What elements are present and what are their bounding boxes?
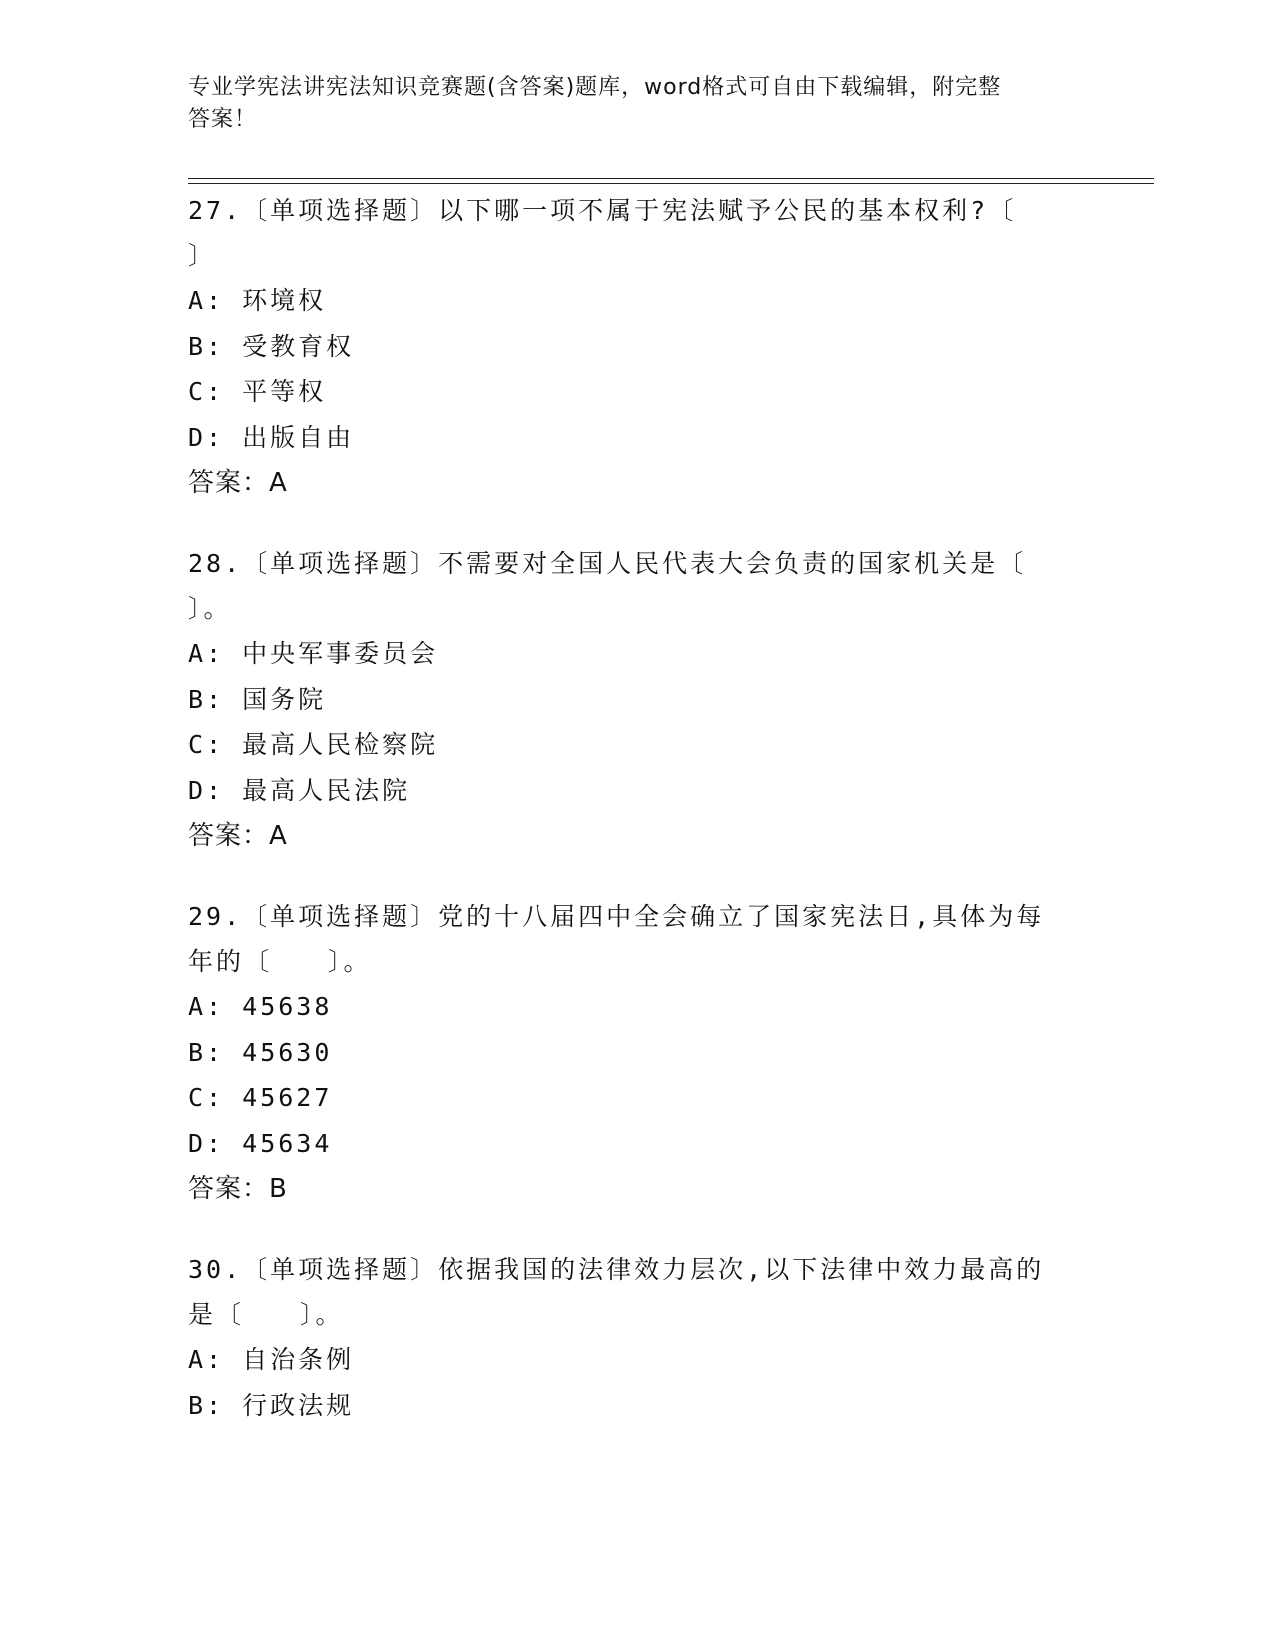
option-b: B: 45630 bbox=[188, 1037, 333, 1067]
answer-line: 答案：A bbox=[188, 468, 288, 498]
question-stem: 29.〔单项选择题〕党的十八届四中全会确立了国家宪法日,具体为每 bbox=[188, 902, 1045, 931]
option-d: D: 45634 bbox=[188, 1128, 333, 1158]
question-stem: 30.〔单项选择题〕依据我国的法律效力层次,以下法律中效力最高的 bbox=[188, 1255, 1045, 1284]
question-stem-continued: 年的〔 〕。 bbox=[188, 947, 372, 976]
option-b: B: 行政法规 bbox=[188, 1390, 355, 1420]
question-27 bbox=[188, 188, 1068, 506]
option-b: B: 国务院 bbox=[188, 684, 327, 714]
answer-line: 答案：A bbox=[188, 821, 288, 851]
option-c: C: 45627 bbox=[188, 1083, 333, 1112]
answer-line: 答案：B bbox=[188, 1174, 288, 1204]
option-b: B: 受教育权 bbox=[188, 331, 355, 361]
question-30 bbox=[188, 1247, 1068, 1428]
option-d: D: 最高人民法院 bbox=[188, 775, 411, 805]
option-a: A: 自治条例 bbox=[188, 1345, 355, 1374]
question-28 bbox=[188, 541, 1068, 859]
header-divider bbox=[188, 178, 1154, 184]
question-stem: 28.〔单项选择题〕不需要对全国人民代表大会负责的国家机关是〔 bbox=[188, 549, 1027, 578]
document-header bbox=[188, 72, 1068, 136]
question-stem-continued: 〕。 bbox=[188, 594, 232, 623]
option-a: A: 45638 bbox=[188, 992, 333, 1021]
question-list bbox=[188, 188, 1068, 1463]
option-c: C: 最高人民检察院 bbox=[188, 730, 439, 759]
question-29 bbox=[188, 894, 1068, 1212]
question-stem-continued: 是〔 〕。 bbox=[188, 1300, 344, 1329]
header-line-1: 专业学宪法讲宪法知识竞赛题(含答案)题库，word格式可自由下载编辑，附完整 bbox=[188, 75, 1002, 100]
header-line-2: 答案！ bbox=[188, 107, 258, 132]
question-stem-continued: 〕 bbox=[188, 241, 217, 270]
question-stem: 27.〔单项选择题〕以下哪一项不属于宪法赋予公民的基本权利?〔 bbox=[188, 196, 1017, 225]
option-a: A: 中央军事委员会 bbox=[188, 639, 439, 668]
option-d: D: 出版自由 bbox=[188, 422, 355, 452]
option-c: C: 平等权 bbox=[188, 377, 327, 406]
option-a: A: 环境权 bbox=[188, 286, 327, 315]
